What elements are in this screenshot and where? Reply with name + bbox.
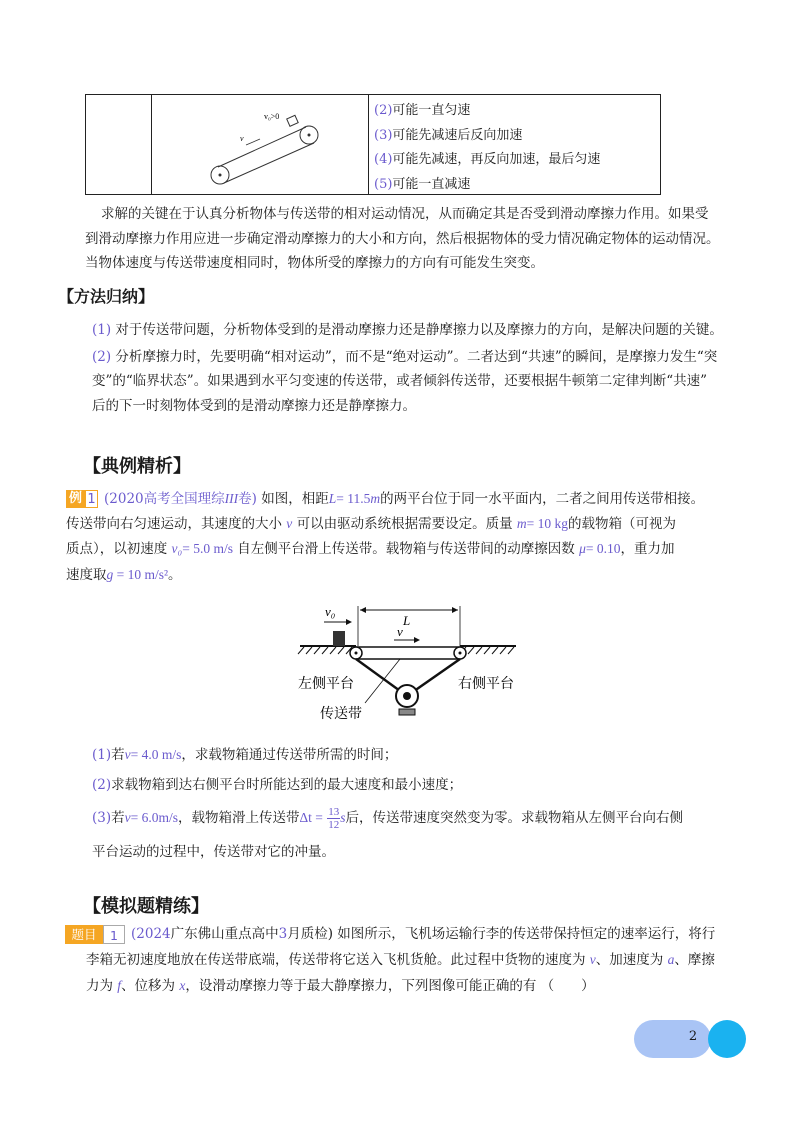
- fig-L-label: L: [403, 613, 411, 628]
- method-item: (1) 对于传送带问题，分析物体受到的是滑动摩擦力还是静摩擦力以及摩擦力的方向，是解决问题的关键。: [92, 322, 723, 338]
- v-label: v: [240, 134, 244, 143]
- belt-label: 传送带: [320, 706, 362, 721]
- question-1: (1)若v= 4.0 m/s，求载物箱通过传送带所需的时间；: [92, 747, 398, 763]
- question-3: (3)若v= 6.0m/s，载物箱滑上传送带Δt = $\frac{13}{12}$ s后，传送带速度突然变为零。求载物箱从左侧平台向右侧: [92, 806, 683, 831]
- table-divider: [151, 95, 152, 194]
- mock-line-2: 李箱无初速度地放在传送带底端，传送带将它送入飞机货舱。此过程中货物的速度为 v、加速度为 a、摩擦: [86, 952, 715, 968]
- option-line: (3)可能先减速后反向加速: [374, 127, 523, 143]
- example-badge: 例 1: [66, 490, 98, 508]
- example-line-2: 传送带向右匀速运动，其速度的大小 v 可以由驱动系统根据需要设定。质量 m= 10 kg的载物箱（可视为: [66, 516, 677, 532]
- example-heading: 【典例精析】: [83, 456, 191, 477]
- incline-belt-diagram: [196, 105, 371, 190]
- example-line-4: 速度取g = 10 m/s²。: [66, 567, 182, 583]
- option-line: (2)可能一直匀速: [374, 103, 471, 118]
- page-number: 2: [688, 1029, 698, 1044]
- method-item: (2) 分析摩擦力时，先要明确“相对运动”，而不是“绝对运动”。二者达到“共速”的瞬间，是摩擦力发生“突: [92, 348, 718, 365]
- top-table: [85, 94, 661, 195]
- method-heading: 【方法归纳】: [58, 287, 155, 306]
- right-platform-label: 右侧平台: [458, 676, 514, 692]
- key-paragraph: 求解的关键在于认真分析物体与传送带的相对运动情况，从而确定其是否受到滑动摩擦力作用。如果受 到滑动摩擦力作用应进一步确定滑动摩擦力的大小和方向，然后根据物体的受力情况确定物体的运动情况。 当物体速度与传送带速度相同时，物体所受的摩擦力的方向有可能发生突变。: [85, 206, 720, 271]
- conveyor-figure: [290, 596, 530, 721]
- method-list: (1) 对于传送带问题，分析物体受到的是滑动摩擦力还是静摩擦力以及摩擦力的方向，是解决问题的关键。 (2) 分析摩擦力时，先要明确“相对运动”，而不是“绝对运动”。二者达到“共速”的瞬间，是摩擦力发生“突 变”的“临界状态”。如果遇到水平匀变速的传送带，或者倾斜传送带，还要根据牛顿第二定律判断“共速” 后的下一时刻物体受到的是滑动摩擦力还是静摩擦力。: [92, 318, 732, 418]
- fraction: $\frac{13}{12}$: [328, 806, 340, 831]
- table-options: [374, 99, 600, 197]
- mock-heading: 【模拟题精练】: [83, 896, 209, 917]
- question-2: (2)求载物箱到达右侧平台时所能达到的最大速度和最小速度；: [92, 777, 463, 793]
- option-line: (5)可能一直减速: [374, 176, 471, 192]
- option-line: (4)可能先减速，再反向加速，最后匀速: [374, 152, 601, 167]
- mock-line-1: (2024广东佛山重点高中3月质检) 如图所示，飞机场运输行李的传送带保持恒定的速率运行，将行: [131, 926, 716, 942]
- v0-label: v₀>0: [264, 112, 280, 121]
- left-platform-label: 左侧平台: [298, 676, 354, 692]
- mock-line-3: 力为 f、位移为 x，设滑动摩擦力等于最大静摩擦力，下列图像可能正确的有 （ ）: [86, 978, 595, 994]
- question-3-cont: 平台运动的过程中，传送带对它的冲量。: [92, 844, 335, 860]
- example-line-3: 质点），以初速度 v₀= 5.0 m/s 自左侧平台滑上传送带。载物箱与传送带间的动摩擦因数 μ= 0.10，重力加: [66, 541, 675, 557]
- fig-v0-label: v₀: [325, 604, 336, 619]
- example-line-1: (2020高考全国理综III卷) 如图，相距L= 11.5m的两平台位于同一水平面内，二者之间用传送带相接。: [104, 491, 705, 507]
- question-badge: 题目 1: [65, 925, 125, 944]
- page-number-badge: [633, 1019, 747, 1059]
- fig-v-label: v: [397, 624, 403, 639]
